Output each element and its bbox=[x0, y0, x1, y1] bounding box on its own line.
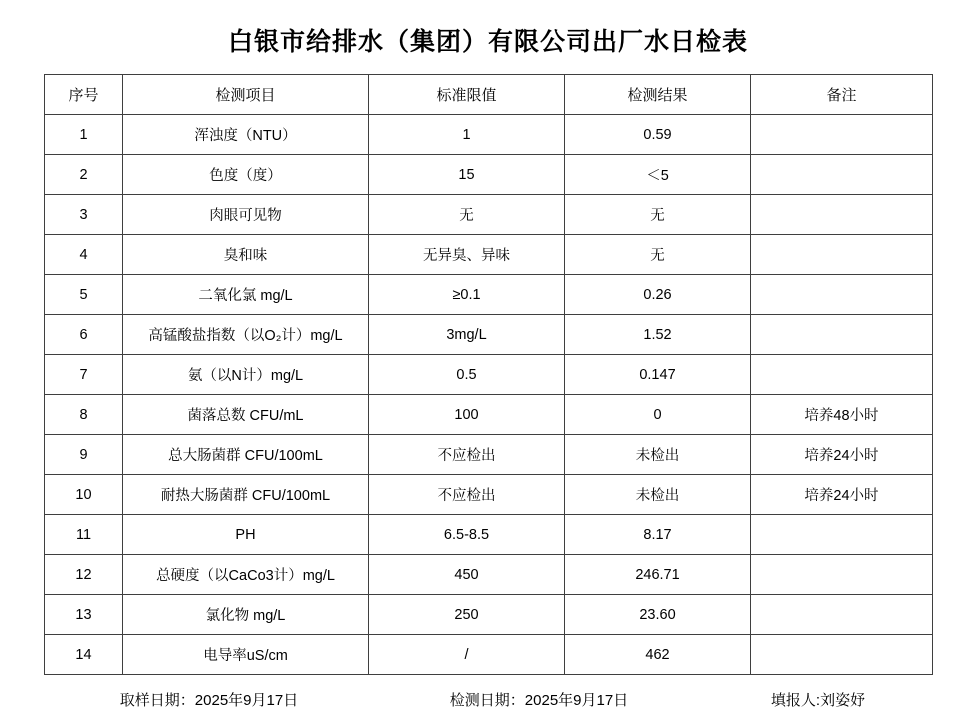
cell-no: 5 bbox=[45, 275, 123, 315]
cell-result: 8.17 bbox=[565, 515, 751, 555]
test-date-block bbox=[374, 689, 704, 710]
cell-no: 1 bbox=[45, 115, 123, 155]
cell-no: 9 bbox=[45, 435, 123, 475]
cell-item: 电导率uS/cm bbox=[123, 635, 369, 675]
cell-note: 培养24小时 bbox=[751, 435, 933, 475]
table-row bbox=[45, 435, 933, 475]
cell-no: 6 bbox=[45, 315, 123, 355]
sample-date-block bbox=[44, 689, 374, 710]
filler-block bbox=[704, 689, 932, 710]
cell-result: 0 bbox=[565, 395, 751, 435]
cell-result: 无 bbox=[565, 195, 751, 235]
cell-std: 不应检出 bbox=[369, 475, 565, 515]
table-row bbox=[45, 155, 933, 195]
table-row bbox=[45, 515, 933, 555]
cell-std: ≥0.1 bbox=[369, 275, 565, 315]
page-title: 白银市给排水（集团）有限公司出厂水日检表 bbox=[227, 29, 748, 56]
table-row bbox=[45, 475, 933, 515]
cell-note: 培养48小时 bbox=[751, 395, 933, 435]
filler-label: 填报人: bbox=[770, 692, 821, 709]
cell-item: 总大肠菌群 CFU/100mL bbox=[123, 435, 369, 475]
cell-no: 3 bbox=[45, 195, 123, 235]
column-header-result: 检测结果 bbox=[565, 75, 751, 115]
cell-result: 1.52 bbox=[565, 315, 751, 355]
filler-name: 刘姿妤 bbox=[820, 692, 866, 709]
water-quality-table bbox=[44, 74, 933, 675]
table-row bbox=[45, 355, 933, 395]
cell-result: 未检出 bbox=[565, 435, 751, 475]
cell-item: 氨（以N计）mg/L bbox=[123, 355, 369, 395]
sample-date-value: 2025年9月17日 bbox=[194, 692, 299, 709]
cell-item: 臭和味 bbox=[123, 235, 369, 275]
cell-item: 高锰酸盐指数（以O₂计）mg/L bbox=[123, 315, 369, 355]
cell-note bbox=[751, 595, 933, 635]
cell-result: 0.147 bbox=[565, 355, 751, 395]
cell-result: 0.26 bbox=[565, 275, 751, 315]
cell-no: 7 bbox=[45, 355, 123, 395]
cell-note bbox=[751, 555, 933, 595]
cell-std: 6.5-8.5 bbox=[369, 515, 565, 555]
table-row bbox=[45, 395, 933, 435]
table-row bbox=[45, 235, 933, 275]
cell-result: 无 bbox=[565, 235, 751, 275]
cell-note bbox=[751, 315, 933, 355]
cell-std: 无异臭、异味 bbox=[369, 235, 565, 275]
cell-result: ＜5 bbox=[565, 155, 751, 195]
table-row bbox=[45, 595, 933, 635]
cell-item: PH bbox=[123, 515, 369, 555]
cell-note: 培养24小时 bbox=[751, 475, 933, 515]
cell-note bbox=[751, 235, 933, 275]
cell-item: 浑浊度（NTU） bbox=[123, 115, 369, 155]
cell-item: 二氧化氯 mg/L bbox=[123, 275, 369, 315]
cell-note bbox=[751, 635, 933, 675]
cell-std: 1 bbox=[369, 115, 565, 155]
cell-item: 氯化物 mg/L bbox=[123, 595, 369, 635]
cell-no: 13 bbox=[45, 595, 123, 635]
cell-note bbox=[751, 275, 933, 315]
cell-note bbox=[751, 115, 933, 155]
cell-no: 12 bbox=[45, 555, 123, 595]
cell-std: 无 bbox=[369, 195, 565, 235]
cell-item: 总硬度（以CaCo3计）mg/L bbox=[123, 555, 369, 595]
cell-item: 肉眼可见物 bbox=[123, 195, 369, 235]
table-row bbox=[45, 195, 933, 235]
sample-date-label: 取样日期： bbox=[119, 692, 195, 709]
cell-item: 色度（度） bbox=[123, 155, 369, 195]
cell-std: 250 bbox=[369, 595, 565, 635]
cell-no: 14 bbox=[45, 635, 123, 675]
cell-std: 0.5 bbox=[369, 355, 565, 395]
cell-std: 100 bbox=[369, 395, 565, 435]
column-header-item: 检测项目 bbox=[123, 75, 369, 115]
footer-row bbox=[0, 675, 976, 710]
column-header-no: 序号 bbox=[45, 75, 123, 115]
table-row bbox=[45, 315, 933, 355]
table-header-row bbox=[45, 75, 933, 115]
cell-result: 462 bbox=[565, 635, 751, 675]
cell-std: 3mg/L bbox=[369, 315, 565, 355]
cell-note bbox=[751, 155, 933, 195]
cell-note bbox=[751, 515, 933, 555]
cell-result: 未检出 bbox=[565, 475, 751, 515]
test-date-label: 检测日期： bbox=[449, 692, 525, 709]
cell-std: 不应检出 bbox=[369, 435, 565, 475]
cell-std: 15 bbox=[369, 155, 565, 195]
cell-no: 4 bbox=[45, 235, 123, 275]
table-row bbox=[45, 555, 933, 595]
cell-item: 菌落总数 CFU/mL bbox=[123, 395, 369, 435]
cell-result: 23.60 bbox=[565, 595, 751, 635]
cell-no: 2 bbox=[45, 155, 123, 195]
table-row bbox=[45, 635, 933, 675]
cell-no: 10 bbox=[45, 475, 123, 515]
cell-no: 11 bbox=[45, 515, 123, 555]
cell-std: / bbox=[369, 635, 565, 675]
column-header-note: 备注 bbox=[751, 75, 933, 115]
table-row bbox=[45, 115, 933, 155]
cell-note bbox=[751, 195, 933, 235]
cell-result: 246.71 bbox=[565, 555, 751, 595]
cell-item: 耐热大肠菌群 CFU/100mL bbox=[123, 475, 369, 515]
table-row bbox=[45, 275, 933, 315]
cell-note bbox=[751, 355, 933, 395]
column-header-std: 标准限值 bbox=[369, 75, 565, 115]
table-container bbox=[0, 74, 976, 675]
cell-no: 8 bbox=[45, 395, 123, 435]
test-date-value: 2025年9月17日 bbox=[524, 692, 629, 709]
cell-std: 450 bbox=[369, 555, 565, 595]
cell-result: 0.59 bbox=[565, 115, 751, 155]
